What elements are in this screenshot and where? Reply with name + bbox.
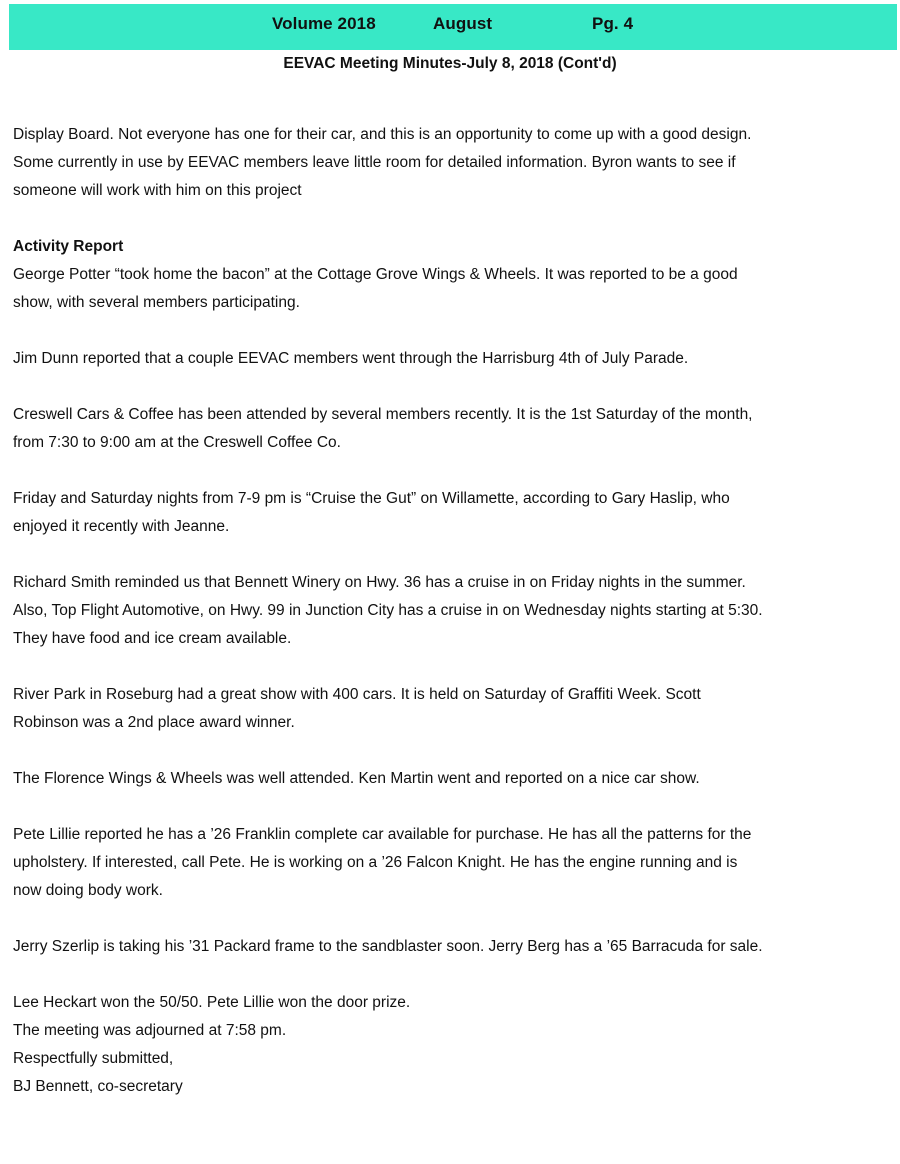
paragraph-display-board — [13, 121, 897, 205]
text-line: upholstery. If interested, call Pete. He is working on a ’26 Falcon Knight. He has the engine running and is — [13, 854, 738, 871]
text-line: Robinson was a 2nd place award winner. — [13, 714, 295, 731]
document-title: EEVAC Meeting Minutes-July 8, 2018 (Cont'd) — [283, 55, 617, 72]
paragraph-river-park — [13, 681, 897, 737]
text-line: The meeting was adjourned at 7:58 pm. — [13, 1022, 287, 1039]
text-line: The Florence Wings & Wheels was well attended. Ken Martin went and reported on a nice car show. — [13, 770, 700, 787]
page-number: Pg. 4 — [592, 14, 634, 33]
paragraph-richard-smith — [13, 569, 897, 653]
text-line: Respectfully submitted, — [13, 1050, 174, 1067]
text-line: someone will work with him on this project — [13, 182, 302, 199]
section-heading-activity-report — [13, 233, 897, 261]
text-line: Jerry Szerlip is taking his ’31 Packard frame to the sandblaster soon. Jerry Berg has a ’65 Barracuda for sale. — [13, 938, 763, 955]
text-line: River Park in Roseburg had a great show with 400 cars. It is held on Saturday of Graffiti Week. Scott — [13, 686, 701, 703]
text-line: now doing body work. — [13, 882, 163, 899]
volume-label: Volume 2018 — [272, 14, 376, 33]
header-banner — [9, 4, 897, 50]
text-line: Creswell Cars & Coffee has been attended by several members recently. It is the 1st Saturday of the month, — [13, 406, 753, 423]
text-line: Lee Heckart won the 50/50. Pete Lillie won the door prize. — [13, 994, 411, 1011]
paragraph-jim-dunn — [13, 345, 897, 373]
paragraph-pete-lillie — [13, 821, 897, 905]
text-line: Also, Top Flight Automotive, on Hwy. 99 in Junction City has a cruise in on Wednesday nights starting at 5:30. — [13, 602, 763, 619]
text-line: Friday and Saturday nights from 7-9 pm is “Cruise the Gut” on Willamette, according to Gary Haslip, who — [13, 490, 730, 507]
paragraph-closing — [13, 989, 897, 1101]
text-line: show, with several members participating. — [13, 294, 300, 311]
text-line: Jim Dunn reported that a couple EEVAC members went through the Harrisburg 4th of July Parade. — [13, 350, 689, 367]
text-line: Display Board. Not everyone has one for their car, and this is an opportunity to come up with a good design. — [13, 126, 752, 143]
text-line: from 7:30 to 9:00 am at the Creswell Coffee Co. — [13, 434, 341, 451]
paragraph-florence — [13, 765, 897, 793]
heading-text: Activity Report — [13, 238, 124, 255]
signature-line: BJ Bennett, co-secretary — [13, 1078, 183, 1095]
document-body — [13, 121, 897, 1101]
text-line: Some currently in use by EEVAC members leave little room for detailed information. Byron wants to see if — [13, 154, 736, 171]
paragraph-creswell — [13, 401, 897, 457]
paragraph-george-potter — [13, 261, 897, 317]
text-line: Pete Lillie reported he has a ’26 Franklin complete car available for purchase. He has all the patterns for the — [13, 826, 752, 843]
text-line: They have food and ice cream available. — [13, 630, 292, 647]
paragraph-jerry — [13, 933, 897, 961]
paragraph-cruise-the-gut — [13, 485, 897, 541]
month-label: August — [433, 14, 493, 33]
text-line: enjoyed it recently with Jeanne. — [13, 518, 230, 535]
text-line: Richard Smith reminded us that Bennett Winery on Hwy. 36 has a cruise in on Friday nights in the summer. — [13, 574, 746, 591]
text-line: George Potter “took home the bacon” at the Cottage Grove Wings & Wheels. It was reported to be a good — [13, 266, 738, 283]
